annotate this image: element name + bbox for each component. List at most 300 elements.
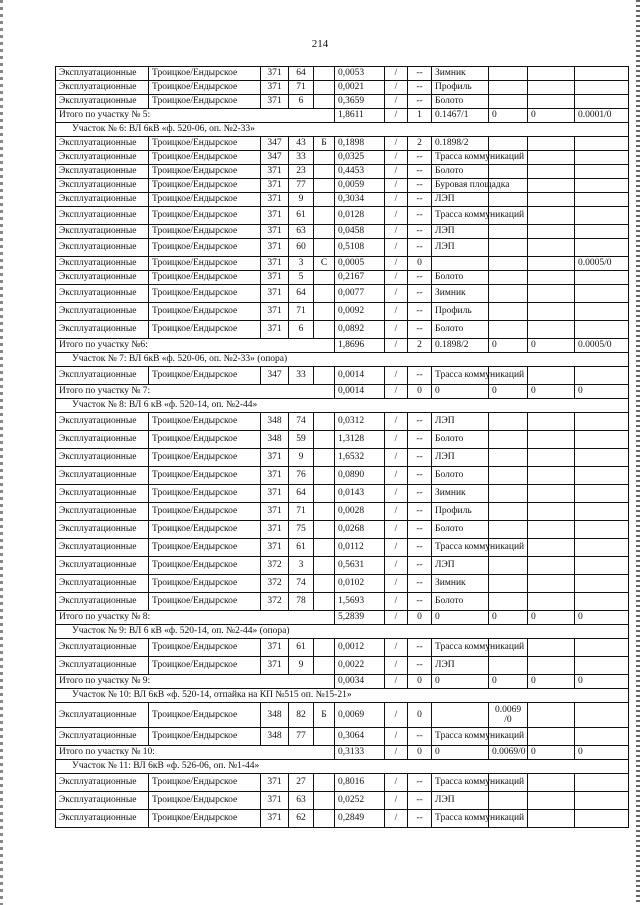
- cell-quarter: 348: [261, 413, 289, 431]
- cell-land-use: Зимник: [432, 285, 489, 303]
- cell-settlement: Троицкое/Ендырское: [149, 728, 261, 746]
- cell-separator: /: [385, 521, 408, 539]
- cell-land-category: Эксплуатационные: [56, 593, 149, 611]
- cell-mark: [314, 271, 335, 285]
- cell-settlement: Троицкое/Ендырское: [149, 467, 261, 485]
- cell-settlement: Троицкое/Ендырское: [149, 95, 261, 109]
- scan-edge-right: [636, 0, 640, 905]
- cell-col-10: [489, 431, 528, 449]
- cell-land-use: Болото: [432, 467, 489, 485]
- land-plot-table: [55, 66, 629, 828]
- table-row: [56, 367, 629, 385]
- cell-separator: /: [385, 285, 408, 303]
- cell-land-category: Эксплуатационные: [56, 485, 149, 503]
- section-heading: Участок № 11: ВЛ 6кВ «ф. 526-06, оп. №1-44»: [56, 760, 629, 774]
- cell-lot: 77: [289, 179, 314, 193]
- cell-count: --: [408, 67, 432, 81]
- cell-col-11: [528, 503, 575, 521]
- cell-col-12: [575, 193, 629, 207]
- cell-land-use: Болото: [432, 165, 489, 179]
- cell-quarter: 371: [261, 774, 289, 792]
- cell-col-12: [575, 207, 629, 225]
- cell-mark: [314, 657, 335, 675]
- cell-col-11: [528, 193, 575, 207]
- cell-mark: Б: [314, 137, 335, 151]
- total-cell: 0: [528, 339, 575, 353]
- cell-separator: /: [385, 467, 408, 485]
- cell-mark: [314, 774, 335, 792]
- cell-col-12: [575, 639, 629, 657]
- cell-mark: [314, 593, 335, 611]
- table-row: [56, 165, 629, 179]
- cell-count: --: [408, 413, 432, 431]
- cell-col-11: [528, 367, 575, 385]
- table-row: [56, 728, 629, 746]
- cell-land-category: Эксплуатационные: [56, 467, 149, 485]
- cell-col-11: [528, 728, 575, 746]
- cell-mark: [314, 225, 335, 239]
- table-row: [56, 575, 629, 593]
- cell-quarter: 371: [261, 792, 289, 810]
- cell-land-category: Эксплуатационные: [56, 557, 149, 575]
- cell-separator: /: [385, 165, 408, 179]
- cell-mark: [314, 810, 335, 828]
- cell-quarter: 371: [261, 193, 289, 207]
- cell-mark: [314, 467, 335, 485]
- total-cell: /: [385, 385, 408, 399]
- cell-mark: [314, 485, 335, 503]
- cell-separator: /: [385, 431, 408, 449]
- cell-land-category: Эксплуатационные: [56, 657, 149, 675]
- cell-col-12: [575, 271, 629, 285]
- cell-area: 0,0890: [335, 467, 385, 485]
- table-row: [56, 657, 629, 675]
- cell-land-use: Профиль: [432, 303, 489, 321]
- table-row: [56, 137, 629, 151]
- cell-lot: 27: [289, 774, 314, 792]
- table-row: [56, 95, 629, 109]
- cell-lot: 74: [289, 413, 314, 431]
- cell-settlement: Троицкое/Ендырское: [149, 165, 261, 179]
- cell-separator: /: [385, 593, 408, 611]
- cell-area: 0,0252: [335, 792, 385, 810]
- cell-col-11: [528, 449, 575, 467]
- total-cell: 1,8696: [335, 339, 385, 353]
- cell-lot: 77: [289, 728, 314, 746]
- cell-count: --: [408, 521, 432, 539]
- cell-quarter: 371: [261, 449, 289, 467]
- cell-land-use: Болото: [432, 593, 489, 611]
- cell-col-12: 0.0005/0: [575, 257, 629, 271]
- cell-land-category: Эксплуатационные: [56, 413, 149, 431]
- cell-land-use: Трасса коммуникаций: [432, 774, 489, 792]
- cell-settlement: Троицкое/Ендырское: [149, 239, 261, 257]
- cell-settlement: Троицкое/Ендырское: [149, 431, 261, 449]
- cell-col-11: [528, 431, 575, 449]
- total-cell: 1: [408, 109, 432, 123]
- cell-land-category: Эксплуатационные: [56, 271, 149, 285]
- total-cell: 0,3133: [335, 746, 385, 760]
- cell-quarter: 371: [261, 639, 289, 657]
- cell-col-12: [575, 449, 629, 467]
- cell-settlement: Троицкое/Ендырское: [149, 179, 261, 193]
- cell-land-category: Эксплуатационные: [56, 179, 149, 193]
- cell-area: 0,0325: [335, 151, 385, 165]
- cell-quarter: 372: [261, 575, 289, 593]
- cell-lot: 9: [289, 449, 314, 467]
- cell-land-category: Эксплуатационные: [56, 193, 149, 207]
- cell-count: --: [408, 792, 432, 810]
- cell-lot: 3: [289, 257, 314, 271]
- cell-lot: 61: [289, 539, 314, 557]
- cell-mark: [314, 67, 335, 81]
- cell-land-use: ЛЭП: [432, 193, 489, 207]
- table-row: [56, 431, 629, 449]
- cell-quarter: 371: [261, 271, 289, 285]
- cell-separator: /: [385, 449, 408, 467]
- cell-area: 1,6532: [335, 449, 385, 467]
- cell-mark: [314, 179, 335, 193]
- total-cell: 0,0014: [335, 385, 385, 399]
- cell-mark: [314, 239, 335, 257]
- cell-land-use: ЛЭП: [432, 557, 489, 575]
- scan-edge-left: [0, 0, 3, 905]
- section-heading: Участок № 9: ВЛ 6 кВ «ф. 520-14, оп. №2-44» (опора): [56, 625, 629, 639]
- cell-area: 0,0143: [335, 485, 385, 503]
- cell-settlement: Троицкое/Ендырское: [149, 151, 261, 165]
- table-row: [56, 467, 629, 485]
- section-heading: Участок № 7: ВЛ 6кВ «ф. 520-06, оп. №2-33» (опора): [56, 353, 629, 367]
- cell-mark: [314, 95, 335, 109]
- cell-mark: [314, 303, 335, 321]
- cell-land-category: Эксплуатационные: [56, 239, 149, 257]
- cell-col-11: [528, 257, 575, 271]
- cell-area: 0,0092: [335, 303, 385, 321]
- cell-separator: /: [385, 321, 408, 339]
- total-cell: 2: [408, 339, 432, 353]
- cell-settlement: Троицкое/Ендырское: [149, 639, 261, 657]
- cell-col-10: [489, 81, 528, 95]
- cell-settlement: Троицкое/Ендырское: [149, 321, 261, 339]
- cell-settlement: Троицкое/Ендырское: [149, 225, 261, 239]
- cell-col-12: [575, 810, 629, 828]
- cell-col-12: [575, 539, 629, 557]
- cell-separator: /: [385, 657, 408, 675]
- cell-mark: [314, 792, 335, 810]
- cell-count: --: [408, 639, 432, 657]
- cell-count: --: [408, 239, 432, 257]
- cell-land-category: Эксплуатационные: [56, 207, 149, 225]
- cell-col-12: [575, 557, 629, 575]
- cell-lot: 33: [289, 151, 314, 165]
- cell-col-11: [528, 239, 575, 257]
- cell-col-12: [575, 285, 629, 303]
- total-label: Итого по участку № 8:: [56, 611, 335, 625]
- cell-area: 0,0005: [335, 257, 385, 271]
- total-cell: 0.1898/2: [432, 339, 489, 353]
- cell-land-use: ЛЭП: [432, 413, 489, 431]
- cell-lot: 6: [289, 95, 314, 109]
- cell-count: --: [408, 321, 432, 339]
- cell-count: --: [408, 503, 432, 521]
- cell-col-11: [528, 179, 575, 193]
- cell-mark: [314, 413, 335, 431]
- cell-land-use: Зимник: [432, 485, 489, 503]
- cell-col-11: [528, 557, 575, 575]
- cell-mark: [314, 521, 335, 539]
- cell-land-category: Эксплуатационные: [56, 285, 149, 303]
- cell-area: 0,0102: [335, 575, 385, 593]
- total-cell: 0: [408, 675, 432, 689]
- table-row: [56, 810, 629, 828]
- section-heading: Участок № 8: ВЛ 6 кВ «ф. 520-14, оп. №2-44»: [56, 399, 629, 413]
- cell-col-11: [528, 271, 575, 285]
- cell-separator: /: [385, 193, 408, 207]
- cell-land-use: ЛЭП: [432, 239, 489, 257]
- cell-lot: 63: [289, 792, 314, 810]
- cell-count: --: [408, 165, 432, 179]
- total-cell: 0: [489, 385, 528, 399]
- cell-mark: [314, 431, 335, 449]
- cell-mark: [314, 285, 335, 303]
- total-row: [56, 339, 629, 353]
- cell-mark: [314, 81, 335, 95]
- cell-mark: [314, 321, 335, 339]
- cell-col-11: [528, 413, 575, 431]
- cell-lot: 62: [289, 810, 314, 828]
- cell-col-10: [489, 575, 528, 593]
- table-row: [56, 485, 629, 503]
- cell-quarter: 371: [261, 810, 289, 828]
- cell-quarter: 348: [261, 703, 289, 728]
- cell-col-12: [575, 503, 629, 521]
- cell-land-use: Трасса коммуникаций: [432, 151, 489, 165]
- cell-col-11: [528, 285, 575, 303]
- total-cell: 0.0001/0: [575, 109, 629, 123]
- table-row: [56, 703, 629, 728]
- cell-quarter: 371: [261, 81, 289, 95]
- cell-area: 0,0069: [335, 703, 385, 728]
- total-cell: 0: [575, 675, 629, 689]
- table-row: [56, 285, 629, 303]
- total-cell: 0: [432, 611, 489, 625]
- table-row: [56, 449, 629, 467]
- cell-quarter: 371: [261, 67, 289, 81]
- cell-settlement: Троицкое/Ендырское: [149, 657, 261, 675]
- cell-col-11: [528, 639, 575, 657]
- cell-col-11: [528, 521, 575, 539]
- cell-lot: 23: [289, 165, 314, 179]
- cell-col-10: [489, 557, 528, 575]
- cell-land-use: Болото: [432, 521, 489, 539]
- cell-land-use: Трасса коммуникаций: [432, 207, 489, 225]
- cell-count: --: [408, 810, 432, 828]
- total-cell: 0: [432, 675, 489, 689]
- cell-land-category: Эксплуатационные: [56, 503, 149, 521]
- cell-col-10: [489, 285, 528, 303]
- cell-quarter: 371: [261, 467, 289, 485]
- cell-settlement: Троицкое/Ендырское: [149, 303, 261, 321]
- cell-land-use: Болото: [432, 95, 489, 109]
- cell-col-10: [489, 95, 528, 109]
- cell-separator: /: [385, 485, 408, 503]
- cell-col-12: [575, 413, 629, 431]
- cell-land-use: Зимник: [432, 67, 489, 81]
- cell-lot: 64: [289, 485, 314, 503]
- cell-col-12: [575, 431, 629, 449]
- cell-separator: /: [385, 303, 408, 321]
- cell-col-10: [489, 503, 528, 521]
- cell-land-use: Профиль: [432, 503, 489, 521]
- cell-col-10: 0.0069 /0: [489, 703, 528, 728]
- cell-mark: [314, 503, 335, 521]
- cell-area: 0,0028: [335, 503, 385, 521]
- cell-col-12: [575, 303, 629, 321]
- cell-col-11: [528, 539, 575, 557]
- cell-settlement: Троицкое/Ендырское: [149, 503, 261, 521]
- total-cell: /: [385, 675, 408, 689]
- cell-count: --: [408, 285, 432, 303]
- total-cell: 0.0005/0: [575, 339, 629, 353]
- section-heading-row: [56, 625, 629, 639]
- total-cell: /: [385, 611, 408, 625]
- cell-lot: 43: [289, 137, 314, 151]
- cell-count: --: [408, 593, 432, 611]
- cell-land-use: ЛЭП: [432, 449, 489, 467]
- cell-quarter: 371: [261, 521, 289, 539]
- cell-area: 0,0268: [335, 521, 385, 539]
- total-cell: /: [385, 746, 408, 760]
- cell-area: 1,5693: [335, 593, 385, 611]
- total-cell: 0: [489, 109, 528, 123]
- cell-land-use: ЛЭП: [432, 657, 489, 675]
- cell-quarter: 371: [261, 239, 289, 257]
- total-cell: 0: [432, 746, 489, 760]
- cell-settlement: Троицкое/Ендырское: [149, 271, 261, 285]
- cell-col-12: [575, 165, 629, 179]
- page-number: 214: [311, 38, 329, 50]
- cell-lot: 61: [289, 639, 314, 657]
- cell-separator: /: [385, 575, 408, 593]
- cell-area: 0,8016: [335, 774, 385, 792]
- total-row: [56, 109, 629, 123]
- cell-area: 0,0014: [335, 367, 385, 385]
- cell-col-11: [528, 81, 575, 95]
- cell-separator: /: [385, 225, 408, 239]
- cell-mark: [314, 165, 335, 179]
- cell-col-11: [528, 225, 575, 239]
- cell-land-category: Эксплуатационные: [56, 367, 149, 385]
- total-label: Итого по участку № 9:: [56, 675, 335, 689]
- cell-lot: 9: [289, 657, 314, 675]
- cell-land-use: [432, 257, 489, 271]
- cell-separator: /: [385, 503, 408, 521]
- total-cell: /: [385, 109, 408, 123]
- total-cell: 0.0069/0: [489, 746, 528, 760]
- cell-land-category: Эксплуатационные: [56, 321, 149, 339]
- cell-count: --: [408, 225, 432, 239]
- cell-land-use: Болото: [432, 271, 489, 285]
- cell-lot: 6: [289, 321, 314, 339]
- table-row: [56, 321, 629, 339]
- cell-col-12: [575, 151, 629, 165]
- cell-land-category: Эксплуатационные: [56, 137, 149, 151]
- cell-separator: /: [385, 179, 408, 193]
- cell-settlement: Троицкое/Ендырское: [149, 575, 261, 593]
- cell-col-11: [528, 303, 575, 321]
- section-heading-row: [56, 689, 629, 703]
- cell-quarter: 348: [261, 728, 289, 746]
- table-row: [56, 413, 629, 431]
- cell-col-12: [575, 179, 629, 193]
- cell-area: 1,3128: [335, 431, 385, 449]
- cell-land-use: Буровая площадка: [432, 179, 489, 193]
- cell-col-12: [575, 67, 629, 81]
- cell-land-category: Эксплуатационные: [56, 810, 149, 828]
- cell-col-12: [575, 137, 629, 151]
- cell-land-use: Профиль: [432, 81, 489, 95]
- cell-land-use: Зимник: [432, 575, 489, 593]
- cell-quarter: 371: [261, 257, 289, 271]
- cell-settlement: Троицкое/Ендырское: [149, 367, 261, 385]
- cell-col-12: [575, 485, 629, 503]
- cell-lot: 74: [289, 575, 314, 593]
- cell-land-use: ЛЭП: [432, 225, 489, 239]
- section-heading: Участок № 6: ВЛ 6кВ «ф. 520-06, оп. №2-33»: [56, 123, 629, 137]
- cell-area: 0,3034: [335, 193, 385, 207]
- cell-area: 0,0077: [335, 285, 385, 303]
- section-heading-row: [56, 399, 629, 413]
- cell-settlement: Троицкое/Ендырское: [149, 449, 261, 467]
- cell-col-10: [489, 239, 528, 257]
- cell-mark: [314, 207, 335, 225]
- cell-count: --: [408, 774, 432, 792]
- cell-land-category: Эксплуатационные: [56, 521, 149, 539]
- table-row: [56, 179, 629, 193]
- cell-area: 0,0053: [335, 67, 385, 81]
- cell-lot: 33: [289, 367, 314, 385]
- total-cell: 0: [489, 339, 528, 353]
- cell-settlement: Троицкое/Ендырское: [149, 285, 261, 303]
- cell-col-12: [575, 239, 629, 257]
- cell-separator: /: [385, 271, 408, 285]
- table-row: [56, 193, 629, 207]
- cell-land-use: Трасса коммуникаций: [432, 367, 489, 385]
- cell-settlement: Троицкое/Ендырское: [149, 257, 261, 271]
- cell-col-10: [489, 792, 528, 810]
- cell-settlement: Троицкое/Ендырское: [149, 193, 261, 207]
- cell-count: --: [408, 657, 432, 675]
- cell-quarter: 371: [261, 179, 289, 193]
- cell-col-11: [528, 593, 575, 611]
- cell-col-11: [528, 575, 575, 593]
- cell-col-12: [575, 467, 629, 485]
- cell-quarter: 371: [261, 485, 289, 503]
- cell-separator: /: [385, 792, 408, 810]
- cell-col-12: [575, 321, 629, 339]
- cell-quarter: 371: [261, 285, 289, 303]
- cell-col-10: [489, 271, 528, 285]
- cell-land-category: Эксплуатационные: [56, 431, 149, 449]
- cell-area: 0,3659: [335, 95, 385, 109]
- cell-col-10: [489, 303, 528, 321]
- total-row: [56, 675, 629, 689]
- cell-settlement: Троицкое/Ендырское: [149, 207, 261, 225]
- cell-count: --: [408, 539, 432, 557]
- cell-land-category: Эксплуатационные: [56, 165, 149, 179]
- section-heading-row: [56, 760, 629, 774]
- cell-lot: 64: [289, 67, 314, 81]
